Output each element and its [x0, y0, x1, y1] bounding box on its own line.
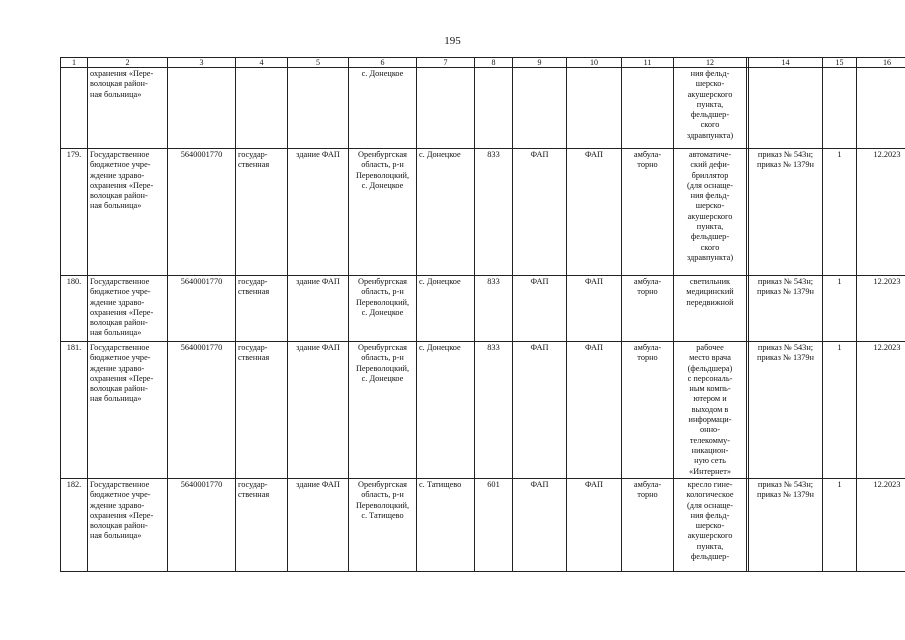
cell-deadline: 12.2023: [857, 342, 905, 479]
column-number-1: 1: [61, 58, 88, 68]
cell-facility-kind: ФАП: [567, 479, 622, 572]
cell-care-condition: амбула- торно: [622, 149, 674, 276]
cell-deadline: 12.2023: [857, 149, 905, 276]
cell-facility-type: ФАП: [513, 149, 567, 276]
cell-row-number: 179.: [61, 149, 88, 276]
cell-inn: [168, 68, 236, 149]
column-number-9: 9: [513, 58, 567, 68]
cell-row-number: 181.: [61, 342, 88, 479]
column-number-15: 15: [823, 58, 857, 68]
page-number: 195: [444, 35, 461, 47]
cell-facility-kind: ФАП: [567, 276, 622, 342]
cell-inn: 5640001770: [168, 149, 236, 276]
cell-legal-basis: приказ № 543н; приказ № 1379н: [749, 149, 823, 276]
cell-row-number: [61, 68, 88, 149]
cell-organization-name: Государственное бюджетное учре- ждение здраво- охранения «Пере- волоцкая район- ная больница»: [88, 479, 168, 572]
cell-settlement: [417, 68, 475, 149]
column-number-4: 4: [236, 58, 288, 68]
column-number-5: 5: [288, 58, 349, 68]
cell-facility-kind: [567, 68, 622, 149]
cell-population: 601: [475, 479, 513, 572]
table-row: [61, 149, 905, 276]
cell-row-number: 182.: [61, 479, 88, 572]
cell-facility-type: ФАП: [513, 479, 567, 572]
cell-building: здание ФАП: [288, 479, 349, 572]
column-number-3: 3: [168, 58, 236, 68]
cell-equipment-name: автоматиче- ский дефи- бриллятор (для оснаще- ния фельд- шерско- акушерского пункта, фельдшер- ского здравпункта): [674, 149, 747, 276]
cell-organization-name: охранения «Пере- волоцкая район- ная больница»: [88, 68, 168, 149]
cell-address: Оренбургская область, р-н Переволоцкий, с. Донецкое: [349, 276, 417, 342]
cell-legal-basis: приказ № 543н; приказ № 1379н: [749, 342, 823, 479]
cell-quantity: 1: [823, 149, 857, 276]
column-number-11: 11: [622, 58, 674, 68]
cell-facility-type: ФАП: [513, 276, 567, 342]
cell-ownership-form: [236, 68, 288, 149]
table-row: [61, 68, 905, 149]
cell-organization-name: Государственное бюджетное учре- ждение здраво- охранения «Пере- волоцкая район- ная больница»: [88, 276, 168, 342]
cell-quantity: 1: [823, 479, 857, 572]
cell-ownership-form: государ- ственная: [236, 149, 288, 276]
table-row: [61, 342, 905, 479]
column-number-7: 7: [417, 58, 475, 68]
cell-inn: 5640001770: [168, 479, 236, 572]
cell-building: здание ФАП: [288, 276, 349, 342]
cell-building: здание ФАП: [288, 342, 349, 479]
cell-address: Оренбургская область, р-н Переволоцкий, с. Донецкое: [349, 149, 417, 276]
cell-organization-name: Государственное бюджетное учре- ждение здраво- охранения «Пере- волоцкая район- ная больница»: [88, 149, 168, 276]
column-number-2: 2: [88, 58, 168, 68]
cell-ownership-form: государ- ственная: [236, 479, 288, 572]
column-number-row: [61, 58, 905, 68]
cell-facility-type: [513, 68, 567, 149]
table-row: [61, 479, 905, 572]
cell-population: 833: [475, 276, 513, 342]
cell-legal-basis: приказ № 543н; приказ № 1379н: [749, 479, 823, 572]
cell-population: 833: [475, 342, 513, 479]
cell-equipment-name: светильник медицинский передвижной: [674, 276, 747, 342]
cell-row-number: 180.: [61, 276, 88, 342]
cell-settlement: с. Донецкое: [417, 149, 475, 276]
cell-equipment-name: рабочее место врача (фельдшера) с персональ- ным компь- ютером и выходом в информаци- онно- телекомму- никацион- ную сеть «Интернет»: [674, 342, 747, 479]
cell-quantity: 1: [823, 276, 857, 342]
cell-facility-kind: ФАП: [567, 342, 622, 479]
cell-facility-type: ФАП: [513, 342, 567, 479]
cell-settlement: с. Татищево: [417, 479, 475, 572]
column-number-14: 14: [749, 58, 823, 68]
cell-population: [475, 68, 513, 149]
cell-address: с. Донецкое: [349, 68, 417, 149]
cell-care-condition: амбула- торно: [622, 342, 674, 479]
register-table: [60, 57, 905, 572]
cell-deadline: 12.2023: [857, 479, 905, 572]
column-number-6: 6: [349, 58, 417, 68]
cell-facility-kind: ФАП: [567, 149, 622, 276]
cell-inn: 5640001770: [168, 276, 236, 342]
cell-care-condition: амбула- торно: [622, 276, 674, 342]
table-row: [61, 276, 905, 342]
cell-legal-basis: [749, 68, 823, 149]
column-number-10: 10: [567, 58, 622, 68]
cell-ownership-form: государ- ственная: [236, 276, 288, 342]
cell-deadline: [857, 68, 905, 149]
cell-address: Оренбургская область, р-н Переволоцкий, с. Татищево: [349, 479, 417, 572]
cell-equipment-name: ния фельд- шерско- акушерского пункта, фельдшер- ского здравпункта): [674, 68, 747, 149]
cell-inn: 5640001770: [168, 342, 236, 479]
column-number-12: 12: [674, 58, 747, 68]
cell-quantity: [823, 68, 857, 149]
cell-care-condition: амбула- торно: [622, 479, 674, 572]
cell-organization-name: Государственное бюджетное учре- ждение здраво- охранения «Пере- волоцкая район- ная больница»: [88, 342, 168, 479]
cell-deadline: 12.2023: [857, 276, 905, 342]
cell-care-condition: [622, 68, 674, 149]
cell-settlement: с. Донецкое: [417, 276, 475, 342]
cell-settlement: с. Донецкое: [417, 342, 475, 479]
cell-address: Оренбургская область, р-н Переволоцкий, с. Донецкое: [349, 342, 417, 479]
column-number-16: 16: [857, 58, 905, 68]
cell-quantity: 1: [823, 342, 857, 479]
cell-building: здание ФАП: [288, 149, 349, 276]
cell-population: 833: [475, 149, 513, 276]
cell-equipment-name: кресло гине- кологическое (для оснаще- ния фельд- шерско- акушерского пункта, фельдшер-: [674, 479, 747, 572]
cell-legal-basis: приказ № 543н; приказ № 1379н: [749, 276, 823, 342]
cell-building: [288, 68, 349, 149]
column-number-8: 8: [475, 58, 513, 68]
cell-ownership-form: государ- ственная: [236, 342, 288, 479]
